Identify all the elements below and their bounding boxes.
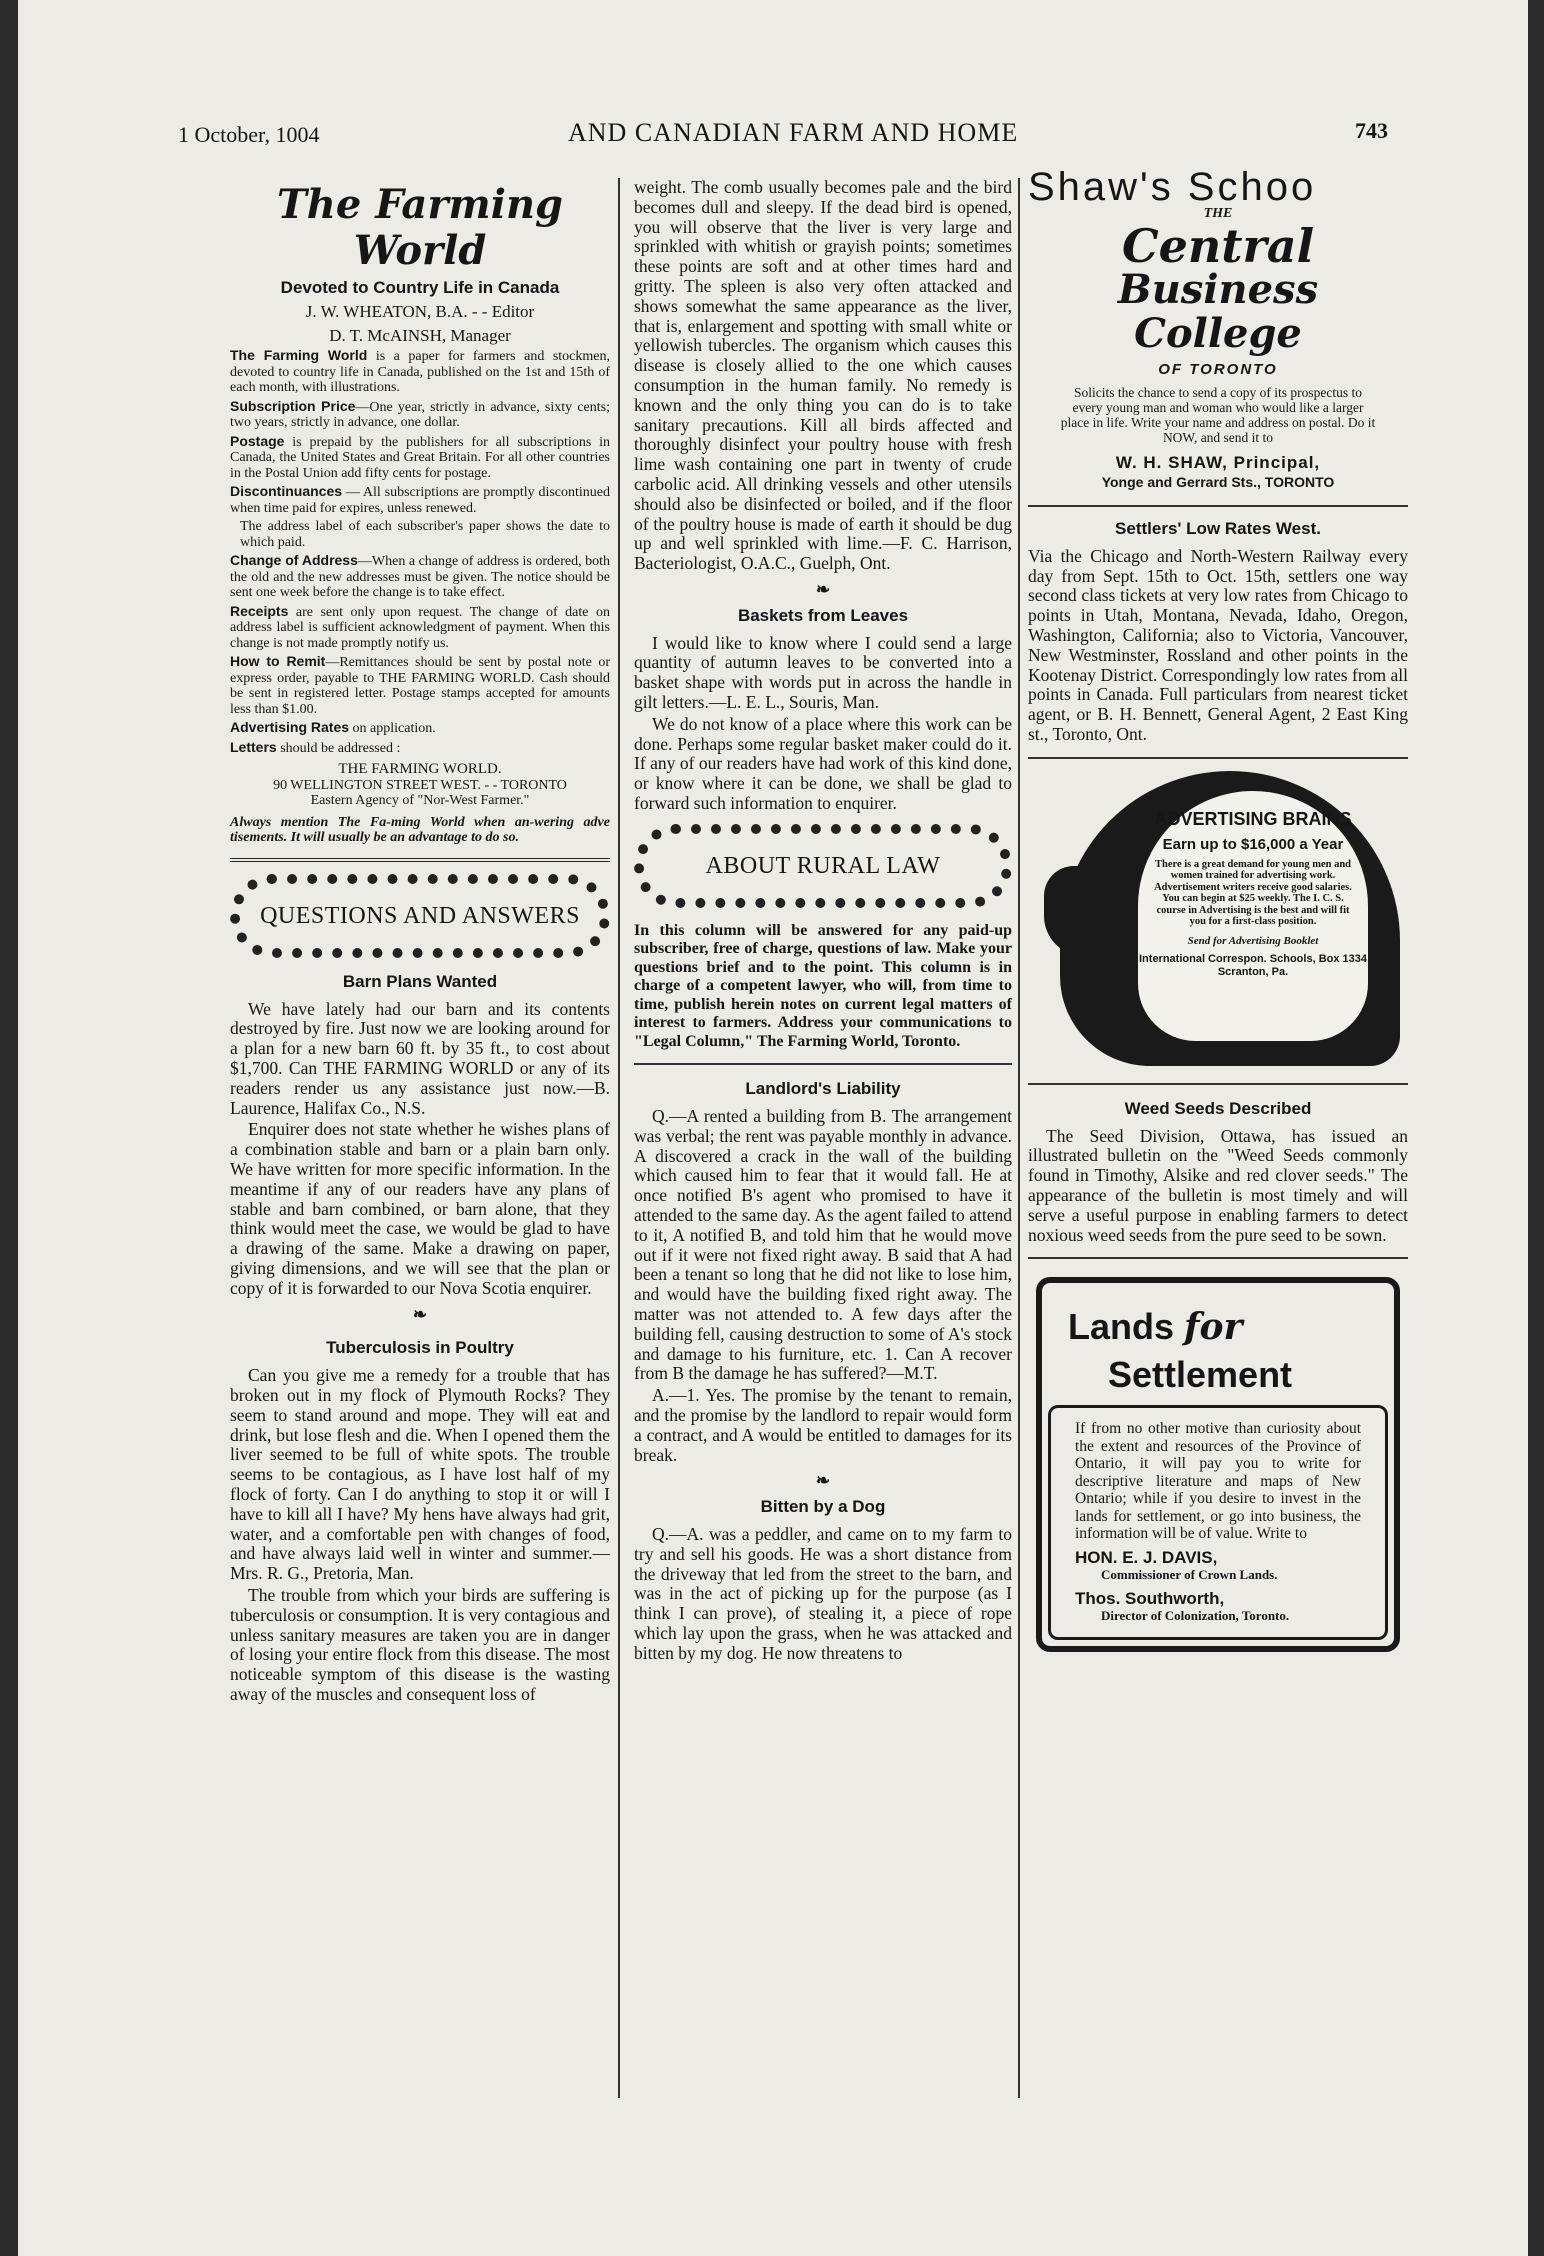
divider [1028, 1083, 1408, 1085]
newspaper-page [18, 0, 1528, 2256]
ornament: ❧ [815, 579, 831, 599]
masthead-info-item: The address label of each subscriber's paper shows the date to which paid. [240, 519, 610, 550]
divider [634, 1063, 1012, 1065]
masthead-info-item: Receipts are sent only upon request. The change of date on address label is sufficient acknowledgment of payment. When this change is not made promptly notify us. [230, 602, 610, 651]
article-title: Barn Plans Wanted [342, 971, 498, 991]
article-paragraph: Q.—A rented a building from B. The arrangement was verbal; the rent was payable monthly in advance. A discovered a crack in the wall of the building which caused him to fear that it would fall. He at once notified B's agent who promised to have it attended to the same day. As the agent failed to attend to it, A notified B, and told him that he would move out if it were not fixed right away. B said that A had been a tenant so long that he did not like to lose him, and would have the building fixed right away. The matter was not attended to. A few days after the building fell, causing destruction to some of A's stock and damage to his furniture, etc. 1. Can A recover from B the damage he has suffered?—M.T. [634, 1106, 1012, 1384]
article-paragraph: The Seed Division, Ottawa, has issued an illustrated bulletin on the "Weed Seeds commonly found in Timothy, Alsike and red clover seeds." The appearance of the bulletin is most timely and will serve a useful purpose in enabling farmers to detect noxious weed seeds from the pure seed to be sown. [1028, 1125, 1408, 1245]
divider [1028, 505, 1408, 507]
article-paragraph: The trouble from which your birds are suffering is tuberculosis or consumption. It is very contagious and unless sanitary measures are taken you are in danger of losing your entire flock from this disease. The most noticeable symptom of this disease is the wasting away of the muscles and consequent loss of [230, 1585, 610, 1704]
masthead-info-item: Letters should be addressed : [230, 738, 401, 756]
article-paragraph: I would like to know where I could send a large quantity of autumn leaves to be converted into a basket shape with words put in across the handle in gilt letters.—L. E. L., Souris, Man. [634, 632, 1012, 712]
ad-title: Shaw's Schoo [1028, 165, 1317, 209]
masthead-info-item: Subscription Price—One year, strictly in advance, sixty cents; two years, strictly in advance, one dollar. [230, 397, 610, 431]
article-title: Weed Seeds Described [1124, 1098, 1312, 1118]
agency-line: Eastern Agency of "Nor-West Farmer." [310, 793, 530, 809]
questions-answers-banner: QUESTIONS AND ANSWERS [230, 874, 610, 958]
article-paragraph: We do not know of a place where this work can be done. Perhaps some regular basket maker could do it. If any of our readers have had work of this kind done, or know where it can be done, we shall be glad to forward such information to enquirer. [634, 713, 1012, 813]
masthead-editor: J. W. WHEATON, B.A. - - Editor [305, 301, 535, 321]
article-paragraph: Enquirer does not state whether he wishes plans of a combination stable and barn or a plain barn only. We have written for more specific information. In the meantime if any of our readers have any plans of stable and barn combined, or barn alone, that they think would meet the case, we would be glad to have a drawing of the same. Make a drawing on paper, giving dimensions, and we will see that the plan or copy of it is forwarded to our Nova Scotia enquirer. [230, 1119, 610, 1298]
article-title: Tuberculosis in Poultry [326, 1338, 514, 1358]
masthead-info [230, 348, 610, 756]
column-1 [230, 178, 610, 1707]
masthead-info-item: Advertising Rates on application. [230, 719, 436, 737]
rural-law-banner: ABOUT RURAL LAW [634, 824, 1012, 908]
running-title: AND CANADIAN FARM AND HOME [568, 118, 1019, 147]
article-paragraph: We have lately had our barn and its contents destroyed by fire. Just now we are looking around for a plan for a new barn 60 ft. by 35 ft., to cost about $1,700. Can THE FARMING WORLD or any of its readers render us any assistance just now.—B. Laurence, Halifax Co., N.S. [230, 998, 610, 1118]
law-column-intro: In this column will be answered for any paid-up subscriber, free of charge, questions of law. Make your questions brief and to the point. This column is in charge of a competent lawyer, who will, from time to time, publish herein notes on current legal matters of interest to farmers. Address your communications to "Legal Column," The Farming World, Toronto. [634, 921, 1012, 1050]
masthead-info-item: Change of Address—When a change of address is ordered, both the old and the new addresses must be given. The notice should be sent one week before the change is to take effect. [230, 552, 610, 601]
masthead-info-item: Discontinuances — All subscriptions are promptly discontinued when time paid for expires, unless renewed. [230, 483, 610, 516]
head-nose-shape [1044, 866, 1094, 956]
ornament: ❧ [412, 1304, 428, 1324]
column-divider [1018, 178, 1020, 2098]
masthead-info-item: Postage is prepaid by the publishers for all subscriptions in Canada, the United States and Great Britain. For all other countries in the Postal Union add fifty cents for postage. [230, 432, 610, 481]
article-title: Landlord's Liability [745, 1079, 901, 1099]
advertising-brains-ad: ADVERTISING BRAINS Earn up to $16,000 a Year There is a great demand for young men and women trained for advertising work. Advertisement writers receive good salaries. You can begin at $25 weekly. The I. C. S. course in Advertising is the best and will fit you for a first-class position. Send for Advertising Booklet International Correspon. Schools, Box 1334 Scranton, Pa. [1028, 771, 1408, 1071]
article-paragraph: Q.—A. was a peddler, and came on to my farm to try and sell his goods. He was a short distance from the driveway that led from the street to the barn, and was in the act of picking up for the purpose (as I think I can prove), of stealing it, a piece of rope which lay upon the grass, when he was attacked and bitten by my dog. He now threatens to [634, 1523, 1012, 1663]
masthead-subtitle: Devoted to Country Life in Canada [280, 278, 560, 297]
divider [230, 858, 610, 862]
lands-settlement-ad: Lands for Settlement If from no other motive than curiosity about the extent and resources of the Province of Ontario, it will pay you to write for descriptive literature and maps of New Ontario; while if you desire to invest in the lands for settlement, or go into business, the information will be of value. Write to HON. E. J. DAVIS, Commissioner of Crown Lands. Thos. Southworth, Director of Colonization, Toronto. [1036, 1277, 1400, 1652]
college-logo: Central Business College [1117, 218, 1319, 357]
address-name: THE FARMING WORLD. [338, 761, 502, 778]
article-title: Baskets from Leaves [737, 605, 909, 625]
page-number: 743 [1355, 118, 1388, 143]
article-paragraph: Can you give me a remedy for a trouble that has broken out in my flock of Plymouth Rocks? They seem to stand around and mope. They will eat and drink, but lose flesh and die. When I opened them the liver seemed to be full of white spots. The trouble seems to be contagious, as I have lost half of my flock of forty. Can I do anything to stop it or will I have to kill all I have? My hens have always had grit, water, and a comfortable pen with changes of food, and have always laid well in winter and summer.—Mrs. R. G., Pretoria, Man. [230, 1365, 610, 1584]
masthead-info-item: How to Remit—Remittances should be sent by postal note or express order, payable to THE FARMING WORLD. Cash should be sent in registered letter. Postage stamps accepted for amounts less than $1.00. [230, 653, 610, 717]
article-title: Settlers' Low Rates West. [1115, 518, 1321, 538]
divider [1028, 757, 1408, 759]
column-divider [618, 178, 620, 2098]
masthead-title: The Farming World [277, 181, 563, 274]
column-3 [1028, 165, 1408, 1652]
article-paragraph: weight. The comb usually becomes pale and the bird becomes dull and sleepy. If the dead bird is opened, you will observe that the liver is very large and sprinkled with whitish or grayish points; sometimes these points are soft and at other times hard and gritty. The spleen is also very often attacked and shows somewhat the same appearance as the liver, that is, enlargement and spotting with small white or yellowish tubercles. The organism which causes this disease is closely allied to the one which causes consumption in the human family. No remedy is known and the only thing you can do is to take sanitary precautions. Kill all birds affected and thoroughly disinfect your poultry house with fresh lime wash containing one part in twenty of crude carbolic acid. All drinking vessels and other utensils should also be disinfected or boiled, and if the floor of the poultry house is made of earth it should be dug up and well sprinkled with lime.—F. C. Harrison, Bacteriologist, O.A.C., Guelph, Ont. [634, 177, 1012, 574]
issue-date: 1 October, 1004 [178, 122, 320, 147]
shaw-school-ad: Shaw's Schoo THE Central Business College OF TORONTO Solicits the chance to send a copy of its prospectus to every young man and woman who would like a larger place in life. Write your name and address on postal. Do it NOW, and send it to W. H. SHAW, Principal, Yonge and Gerrard Sts., TORONTO [1028, 178, 1408, 493]
address-line: 90 WELLINGTON STREET WEST. - - TORONTO [273, 777, 567, 793]
column-2 [634, 178, 1012, 1666]
article-paragraph: Via the Chicago and North-Western Railway every day from Sept. 15th to Oct. 15th, settlers one way second class tickets at very low rates from Chicago to points in Utah, Montana, Nevada, Idaho, Oregon, Washington, California; also to Victoria, Vancouver, New Westminster, Rossland and other points in the Kootenay District. Correspondingly low rates from all points in Canada. Full particulars from nearest ticket agent, or B. H. Bennett, General Agent, 2 East King st., Toronto, Ont. [1028, 545, 1408, 744]
advertiser-note: Always mention The Fa-ming World when an-wering adve tisements. It will usually be an advantage to do so. [230, 814, 610, 846]
article-paragraph: A.—1. Yes. The promise by the tenant to remain, and the promise by the landlord to repair would form a contract, and A would be entitled to damages for its break. [634, 1385, 1012, 1465]
page-header [178, 118, 1388, 154]
masthead-info-item: The Farming World is a paper for farmers and stockmen, devoted to country life in Canada, published on the 1st and 15th of each month, with illustrations. [230, 347, 610, 396]
masthead-manager: D. T. McAINSH, Manager [329, 325, 511, 345]
article-title: Bitten by a Dog [760, 1497, 886, 1517]
ornament: ❧ [815, 1471, 831, 1491]
divider [1028, 1257, 1408, 1259]
